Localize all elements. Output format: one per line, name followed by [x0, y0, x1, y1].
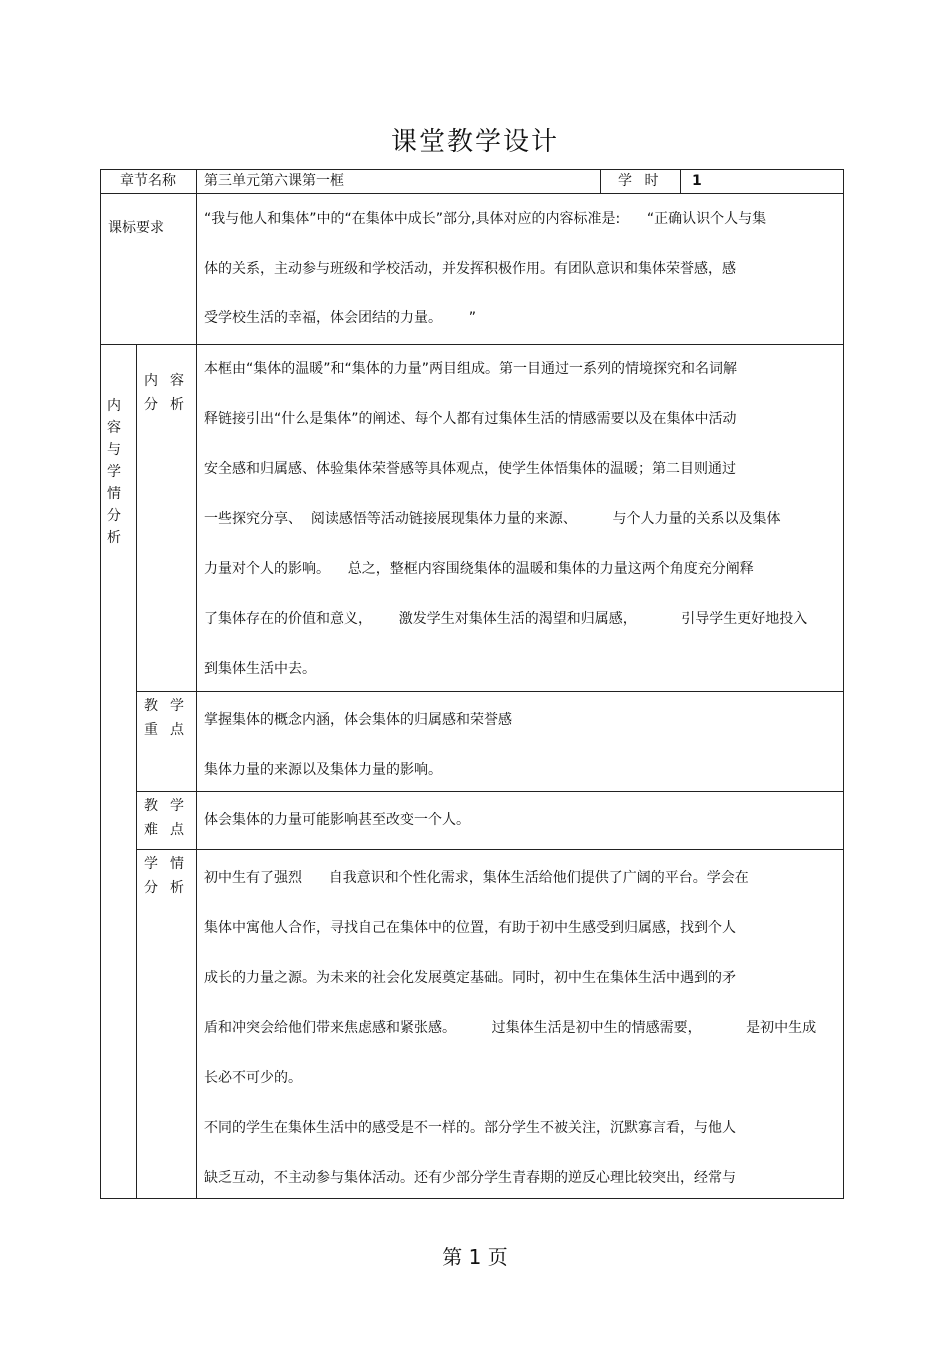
content-analysis-line: 安全感和归属感、体验集体荣誉感等具体观点，使学生体悟集体的温暖；第二目则通过 — [204, 461, 736, 477]
column-divider — [196, 169, 197, 1199]
content-analysis-label: 内容分析 — [144, 373, 196, 413]
student-analysis-line: 集体中寓他人合作，寻找自己在集体中的位置，有助于初中生感受到归属感，找到个人 — [204, 920, 736, 936]
content-analysis-line: 力量对个人的影响。 总之，整框内容围绕集体的温暖和集体的力量这两个角度充分阐释 — [204, 561, 754, 577]
student-analysis-line: 成长的力量之源。为未来的社会化发展奠定基础。同时，初中生在集体生活中遇到的矛 — [204, 970, 736, 986]
table-border-bottom — [100, 1198, 844, 1199]
difficulties-line: 体会集体的力量可能影响甚至改变一个人。 — [204, 812, 470, 828]
column-divider — [600, 169, 601, 193]
key-points-line: 集体力量的来源以及集体力量的影响。 — [204, 762, 442, 778]
student-analysis-line: 长必不可少的。 — [204, 1070, 302, 1086]
chapter-value: 第三单元第六课第一框 — [204, 173, 344, 189]
hours-value: 1 — [692, 173, 702, 189]
content-analysis-line: 释链接引出“什么是集体”的阐述、每个人都有过集体生活的情感需要以及在集体中活动 — [204, 411, 737, 427]
row-divider — [100, 344, 844, 345]
student-analysis-line: 盾和冲突会给他们带来焦虑感和紧张感。 过集体生活是初中生的情感需要， 是初中生成 — [204, 1020, 817, 1036]
column-divider — [136, 344, 137, 1199]
page-title: 课堂教学设计 — [390, 127, 559, 157]
hours-label: 学 时 — [618, 173, 663, 189]
curriculum-line: “我与他人和集体”中的“在集体中成长”部分,具体对应的内容标准是: “正确认识个人与集 — [204, 211, 767, 227]
key-points-label: 教学重点 — [144, 698, 196, 738]
table-border-top — [100, 169, 844, 170]
student-analysis-line: 不同的学生在集体生活中的感受是不一样的。部分学生不被关注，沉默寡言看，与他人 — [204, 1120, 736, 1136]
content-analysis-line: 到集体生活中去。 — [204, 661, 316, 677]
curriculum-label: 课标要求 — [108, 220, 164, 236]
difficulties-label: 教学难点 — [144, 798, 196, 838]
row-divider — [136, 691, 844, 692]
column-divider — [680, 169, 681, 193]
row-divider — [136, 791, 844, 792]
table-border-right — [843, 169, 844, 1199]
key-points-line: 掌握集体的概念内涵，体会集体的归属感和荣誉感 — [204, 712, 512, 728]
content-analysis-line: 本框由“集体的温暖”和“集体的力量”两目组成。第一目通过一系列的情境探究和名词解 — [204, 361, 738, 377]
analysis-group-label: 内容与学情分析 — [107, 398, 121, 546]
curriculum-line: 体的关系，主动参与班级和学校活动，并发挥积极作用。有团队意识和集体荣誉感，感 — [204, 261, 736, 277]
row-divider — [100, 193, 844, 194]
student-analysis-line: 初中生有了强烈 自我意识和个性化需求，集体生活给他们提供了广阔的平台。学会在 — [204, 870, 749, 886]
lesson-design-table — [100, 169, 844, 1199]
content-analysis-line: 了集体存在的价值和意义， 激发学生对集体生活的渴望和归属感， 引导学生更好地投入 — [204, 611, 808, 627]
row-divider — [136, 849, 844, 850]
curriculum-line: 受学校生活的幸福，体会团结的力量。 ” — [204, 310, 476, 326]
student-analysis-label: 学情分析 — [144, 856, 196, 896]
table-border-left — [100, 169, 101, 1199]
page-number: 第 1 页 — [442, 1245, 508, 1269]
student-analysis-line: 缺乏互动，不主动参与集体活动。还有少部分学生青春期的逆反心理比较突出，经常与 — [204, 1170, 736, 1186]
content-analysis-line: 一些探究分享、 阅读感悟等活动链接展现集体力量的来源、 与个人力量的关系以及集体 — [204, 511, 781, 527]
chapter-label: 章节名称 — [120, 173, 176, 189]
